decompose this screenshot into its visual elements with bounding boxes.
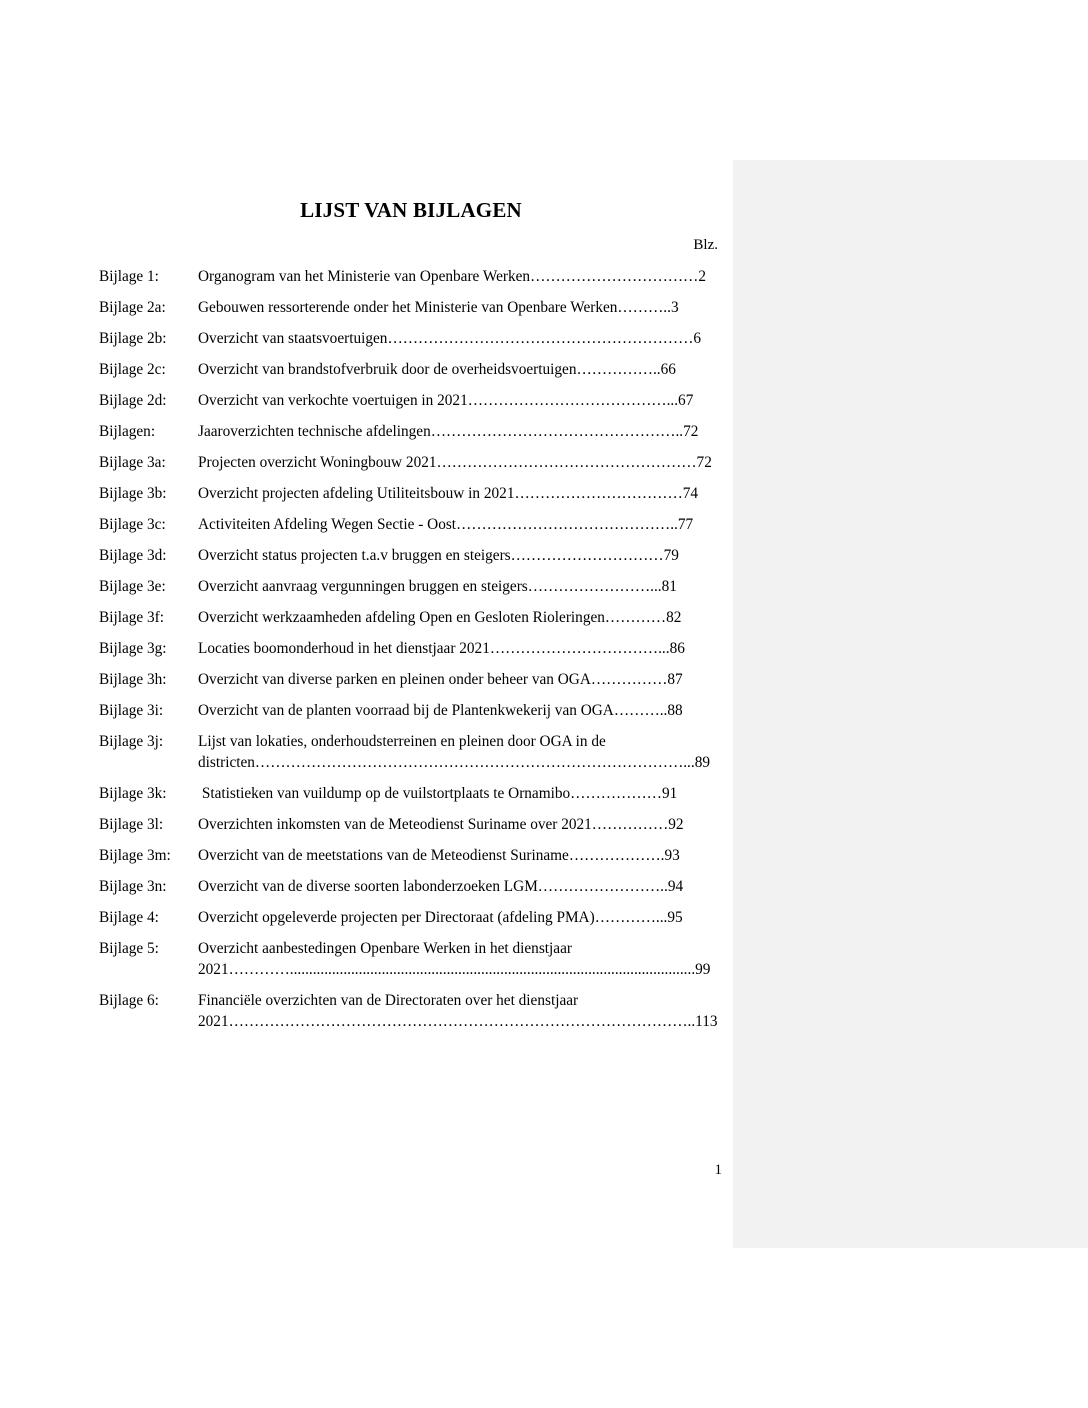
- appendix-label: Bijlage 3j:: [99, 733, 164, 750]
- appendix-entry: [99, 669, 721, 690]
- appendix-entry: [99, 783, 721, 804]
- appendix-title: Lijst van lokaties, onderhoudsterreinen en pleinen door OGA in de districten…………………………………………………………………………...89: [198, 733, 711, 771]
- appendix-title: Overzicht van de diverse soorten labonderzoeken LGM……………………..94: [198, 878, 684, 895]
- appendix-label: Bijlage 3d:: [99, 547, 167, 564]
- appendix-entry: [99, 731, 721, 773]
- appendix-entry: [99, 938, 721, 980]
- appendix-entry: [99, 638, 721, 659]
- appendix-title: Overzicht aanvraag vergunningen bruggen en steigers……………………...81: [198, 578, 677, 595]
- appendix-title: Overzicht van staatsvoertuigen……………………………………………………6: [198, 330, 702, 347]
- appendix-title: Overzicht van verkochte voertuigen in 2021…………………………………...67: [198, 392, 694, 409]
- appendix-entry: [99, 328, 721, 349]
- appendix-title: Projecten overzicht Woningbouw 2021……………………………………………72: [198, 454, 712, 471]
- appendix-title: Overzicht van brandstofverbruik door de overheidsvoertuigen……………..66: [198, 361, 676, 378]
- appendix-entry: [99, 266, 721, 287]
- appendix-label: Bijlage 2a:: [99, 299, 166, 316]
- appendix-label: Bijlage 2d:: [99, 392, 167, 409]
- page-title: LIJST VAN BIJLAGEN: [300, 198, 522, 222]
- appendix-label: Bijlagen:: [99, 423, 156, 440]
- appendix-title: Statistieken van vuildump op de vuilstortplaats te Ornamibo………………91: [198, 785, 678, 802]
- appendix-label: Bijlage 3b:: [99, 485, 167, 502]
- appendix-entry: [99, 907, 721, 928]
- appendix-label: Bijlage 3h:: [99, 671, 167, 688]
- appendix-label: Bijlage 1:: [99, 268, 159, 285]
- appendix-title: Overzichten inkomsten van de Meteodienst Suriname over 2021……………92: [198, 816, 684, 833]
- appendix-label: Bijlage 2c:: [99, 361, 166, 378]
- appendix-label: Bijlage 2b:: [99, 330, 167, 347]
- appendix-label: Bijlage 3l:: [99, 816, 164, 833]
- appendix-label: Bijlage 3g:: [99, 640, 167, 657]
- appendix-entry: [99, 514, 721, 535]
- appendix-label: Bijlage 3a:: [99, 454, 166, 471]
- appendix-title: Overzicht status projecten t.a.v bruggen en steigers…………………………79: [198, 547, 679, 564]
- appendix-entry: [99, 845, 721, 866]
- comment-pane: [733, 160, 1088, 1248]
- appendix-title: Overzicht aanbestedingen Openbare Werken in het dienstjaar 2021…………..........................................................................................................99: [198, 940, 711, 978]
- appendix-label: Bijlage 3f:: [99, 609, 164, 626]
- appendix-title: Jaaroverzichten technische afdelingen…………………………………………..72: [198, 423, 699, 440]
- page-number: 1: [714, 1162, 722, 1178]
- appendix-label: Bijlage 5:: [99, 940, 159, 957]
- appendix-title: Gebouwen ressorterende onder het Ministerie van Openbare Werken………..3: [198, 299, 679, 316]
- appendix-label: Bijlage 3c:: [99, 516, 166, 533]
- appendix-title: Activiteiten Afdeling Wegen Sectie - Oost……………………………………..77: [198, 516, 694, 533]
- appendix-label: Bijlage 3k:: [99, 785, 167, 802]
- appendix-title: Overzicht projecten afdeling Utiliteitsbouw in 2021……………………………74: [198, 485, 699, 502]
- appendix-entry: [99, 452, 721, 473]
- appendix-label: Bijlage 3e:: [99, 578, 166, 595]
- appendix-entry: [99, 545, 721, 566]
- appendix-entry: [99, 390, 721, 411]
- appendix-title: Financiële overzichten van de Directoraten over het dienstjaar 2021………………………………………………………………………………..113: [198, 992, 718, 1030]
- appendix-entry: [99, 483, 721, 504]
- appendix-title: Overzicht van de planten voorraad bij de Plantenkwekerij van OGA………..88: [198, 702, 683, 719]
- appendix-label: Bijlage 3m:: [99, 847, 171, 864]
- appendix-title: Overzicht van de meetstations van de Meteodienst Suriname……………….93: [198, 847, 680, 864]
- appendix-label: Bijlage 3i:: [99, 702, 164, 719]
- appendix-title: Overzicht werkzaamheden afdeling Open en Gesloten Rioleringen…………82: [198, 609, 682, 626]
- appendix-entry: [99, 576, 721, 597]
- appendix-entry: [99, 297, 721, 318]
- appendix-entry: [99, 814, 721, 835]
- appendix-label: Bijlage 3n:: [99, 878, 167, 895]
- appendix-entry: [99, 421, 721, 442]
- appendix-entry: [99, 700, 721, 721]
- appendix-label: Bijlage 6:: [99, 992, 159, 1009]
- appendix-list: [99, 266, 721, 1042]
- page-column-header: Blz.: [693, 237, 718, 253]
- appendix-title: Overzicht van diverse parken en pleinen onder beheer van OGA……………87: [198, 671, 683, 688]
- appendix-entry: [99, 607, 721, 628]
- appendix-label: Bijlage 4:: [99, 909, 159, 926]
- appendix-title: Locaties boomonderhoud in het dienstjaar 2021……………………………...86: [198, 640, 685, 657]
- appendix-entry: [99, 359, 721, 380]
- appendix-title: Overzicht opgeleverde projecten per Directoraat (afdeling PMA)…………...95: [198, 909, 683, 926]
- appendix-entry: [99, 990, 721, 1032]
- appendix-title: Organogram van het Ministerie van Openbare Werken……………………………2: [198, 268, 706, 285]
- appendix-entry: [99, 876, 721, 897]
